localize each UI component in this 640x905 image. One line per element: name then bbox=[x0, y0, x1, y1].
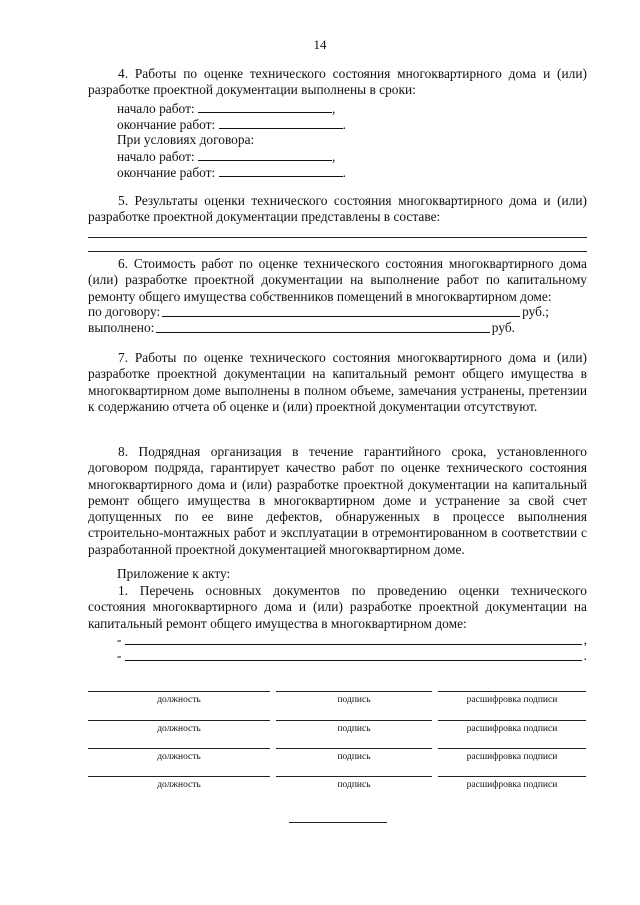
page-number: 14 bbox=[313, 37, 327, 52]
done-cost-field[interactable] bbox=[156, 320, 489, 333]
signature-caption: подпись bbox=[337, 780, 371, 790]
contract-end-field[interactable] bbox=[219, 164, 343, 177]
decoding-field[interactable] bbox=[438, 720, 586, 721]
position-field[interactable] bbox=[88, 748, 270, 749]
contract-start-label: начало работ: bbox=[117, 149, 195, 164]
annex-item-end: , bbox=[583, 632, 587, 647]
signature-caption: подпись bbox=[337, 752, 371, 762]
results-fill-line-2[interactable] bbox=[88, 251, 587, 252]
section-4-start: начало работ: , bbox=[117, 101, 336, 116]
section-5-text: 5. Результаты оценки технического состояния многоквартирного дома и (или) разработке проектной документации представлены в составе: bbox=[88, 193, 587, 225]
decoding-caption: расшифровка подписи bbox=[466, 780, 558, 790]
signature-field[interactable] bbox=[276, 720, 432, 721]
annex-item-end: . bbox=[583, 648, 587, 663]
contract-end-label: окончание работ: bbox=[117, 165, 216, 180]
section-4-contract-end: окончание работ: . bbox=[117, 165, 346, 180]
section-4-text: 4. Работы по оценке технического состояния многоквартирного дома и (или) разработке проектной документации выполнены в сроки: bbox=[88, 66, 587, 98]
section-7-text: 7. Работы по оценке технического состояния многоквартирного дома и (или) разработке проектной документации на капитальный ремонт общего имущества в многоквартирном доме выполнены в полном объеме, замечания устранены, претензии к содержанию отчета об оценке и (или) проектной документации отсутствуют. bbox=[88, 350, 587, 414]
start-label: начало работ: bbox=[117, 101, 195, 116]
closing-rule bbox=[289, 822, 387, 823]
position-field[interactable] bbox=[88, 691, 270, 692]
contract-start-field[interactable] bbox=[198, 148, 332, 161]
annex-item-2 bbox=[117, 648, 587, 664]
contract-cost-row bbox=[88, 304, 587, 320]
decoding-field[interactable] bbox=[438, 748, 586, 749]
position-caption: должность bbox=[157, 752, 201, 762]
position-caption: должность bbox=[157, 780, 201, 790]
end-label: окончание работ: bbox=[117, 117, 216, 132]
annex-item-dash: - bbox=[117, 632, 122, 647]
section-4-end: окончание работ: . bbox=[117, 117, 346, 132]
annex-item-field[interactable] bbox=[125, 632, 581, 645]
position-field[interactable] bbox=[88, 720, 270, 721]
position-caption: должность bbox=[157, 724, 201, 734]
done-cost-unit: руб. bbox=[491, 320, 515, 335]
signature-field[interactable] bbox=[276, 691, 432, 692]
signature-field[interactable] bbox=[276, 776, 432, 777]
signature-caption: подпись bbox=[337, 724, 371, 734]
decoding-caption: расшифровка подписи bbox=[466, 724, 558, 734]
signature-caption: подпись bbox=[337, 695, 371, 705]
contract-conditions-label: При условиях договора: bbox=[117, 132, 255, 147]
position-caption: должность bbox=[157, 695, 201, 705]
results-fill-line-1[interactable] bbox=[88, 237, 587, 238]
annex-text: 1. Перечень основных документов по проведению оценки технического состояния многоквартирного дома и (или) разработке проектной документации на капитальный ремонт общего имущества в многоквартирном доме: bbox=[88, 583, 587, 631]
signature-row bbox=[88, 748, 586, 768]
end-date-field[interactable] bbox=[219, 116, 343, 129]
annex-item-dash: - bbox=[117, 648, 122, 663]
done-cost-row bbox=[88, 320, 587, 336]
section-4-contract-start: начало работ: , bbox=[117, 149, 336, 164]
decoding-field[interactable] bbox=[438, 691, 586, 692]
decoding-caption: расшифровка подписи bbox=[466, 752, 558, 762]
contract-cost-field[interactable] bbox=[162, 304, 520, 317]
contract-cost-unit: руб.; bbox=[522, 304, 549, 319]
decoding-caption: расшифровка подписи bbox=[466, 695, 558, 705]
annex-item-field[interactable] bbox=[125, 648, 581, 661]
annex-heading: Приложение к акту: bbox=[117, 566, 231, 581]
contract-cost-label: по договору: bbox=[88, 304, 161, 319]
done-cost-label: выполнено: bbox=[88, 320, 155, 335]
section-6-text: 6. Стоимость работ по оценке технического состояния многоквартирного дома (или) разработке проектной документации на выполнение работ по капитальному ремонту общего имущества собственников помещений в многоквартирном доме: bbox=[88, 256, 587, 304]
decoding-field[interactable] bbox=[438, 776, 586, 777]
signature-row bbox=[88, 720, 586, 740]
signature-field[interactable] bbox=[276, 748, 432, 749]
signature-row bbox=[88, 776, 586, 796]
signature-row bbox=[88, 691, 586, 711]
section-8-text: 8. Подрядная организация в течение гарантийного срока, установленного договором подряда, гарантирует качество работ по оценке технического состояния многоквартирного дома и (или) разработке проектной документации на капитальный ремонт общего имущества в многоквартирном доме и устранение за свой счет допущенных по ее вине дефектов, обнаруженных в процессе выполнения строительно-монтажных работ и эксплуатации в отремонтированном в соответствии с разработанной проектной документацией многоквартирном доме. bbox=[88, 444, 587, 557]
position-field[interactable] bbox=[88, 776, 270, 777]
annex-item-1 bbox=[117, 632, 587, 648]
start-date-field[interactable] bbox=[198, 100, 332, 113]
